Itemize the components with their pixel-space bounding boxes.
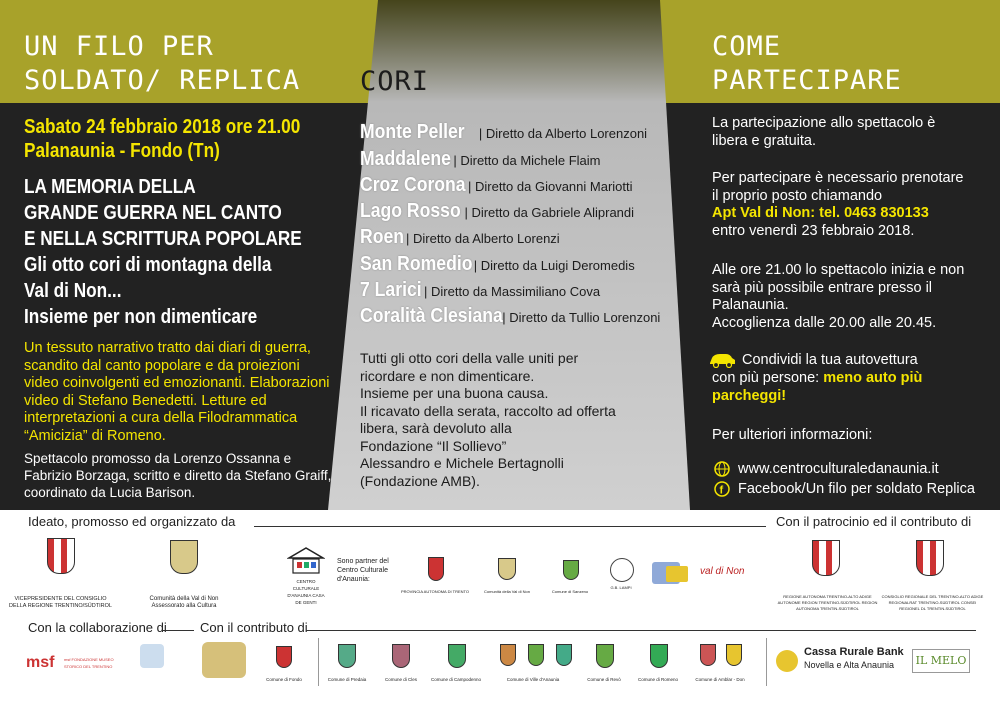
choir-row: [360, 200, 634, 226]
booking-phone: Apt Val di Non: tel. 0463 830133: [712, 205, 929, 221]
campodenno-logo: [448, 644, 466, 668]
car-icon: [707, 352, 737, 368]
fondo-logo: [276, 646, 292, 668]
logo-caption: Comunità della Val di Non Assessorato alla Cultura: [149, 596, 219, 609]
melo-logo: IL MELO: [912, 649, 970, 673]
msf-logo: msf: [26, 654, 55, 671]
event-location: Palanaunia - Fondo (Tn): [24, 140, 220, 162]
comunita-logo: [170, 540, 198, 574]
predaia-logo: [338, 644, 356, 668]
headline-4: Gli otto cori di montagna della: [24, 254, 272, 276]
choir-name: San Romedio: [360, 253, 473, 275]
ville-logo: [500, 644, 516, 666]
choirs-description: Tutti gli otto cori della valle uniti per ricordare e non dimenticare. Insieme per una buona causa. Il ricavato della serata, raccolto ad offerta libera, sarà devoluto alla Fondazione “Il Sollievo” Alessandro e Michele Bertagnolli (Fondazione AMB).: [360, 350, 616, 489]
lampi-logo: [610, 558, 634, 582]
carpool-line-1: Condividi la tua autovettura: [742, 352, 918, 368]
consiglio-logo: [916, 540, 944, 576]
choir-name: Roen: [360, 226, 404, 248]
cles-logo: [392, 644, 410, 668]
coat-of-arms-logo: [47, 538, 75, 574]
trento-logo: [428, 557, 444, 581]
patronage-label: Con il patrocinio ed il contributo di: [776, 514, 972, 529]
partner-logo: [666, 566, 688, 582]
logo-caption: PROVINCIA AUTONOMA DI TRENTO: [400, 589, 469, 594]
choir-name: Maddalene: [360, 148, 451, 170]
choir-row: [360, 305, 660, 331]
logo-caption: Comune di Ville d'Anaunia: [506, 677, 560, 682]
event-description: Un tessuto narrativo tratto dai diari di guerra, scandito dal canto popolare e da proiezioni video coinvolgenti ed emozionanti. Elaborazioni video di Stefano Benedetti. Letture ed interpretazioni a cura della Filodrammatica “Amicizia” di Romeno.: [24, 340, 330, 444]
logo-caption: Comune di Fondo: [266, 677, 302, 682]
bank-logo: [776, 650, 798, 672]
choir-name: Monte Peller: [360, 121, 465, 143]
headline-2: GRANDE GUERRA NEL CANTO: [24, 202, 282, 224]
centro-culturale-logo: [287, 546, 325, 576]
divider: [254, 526, 766, 527]
revo-logo: [596, 644, 614, 668]
choir-director: | Diretto da Tullio Lorenzoni: [502, 310, 661, 325]
event-credits: Spettacolo promosso da Lorenzo Ossanna e Fabrizio Borzaga, scritto e diretto da Stefano Graiff, coordinato da Lucia Barison.: [24, 451, 332, 500]
choir-director: | Diretto da Luigi Deromedis: [473, 258, 635, 273]
participation-free: La partecipazione allo spettacolo è libera e gratuita.: [712, 115, 936, 149]
collaboration-label: Con la collaborazione di: [28, 620, 167, 635]
logo-caption: Comune di Amblar - Don: [695, 677, 745, 682]
choir-director: | Diretto da Gabriele Aliprandi: [464, 205, 635, 220]
event-title: UN FILO PER SOLDATO/ REPLICA: [24, 31, 301, 96]
choir-name: Coralità Clesiana: [360, 305, 503, 327]
organized-by-label: Ideato, promosso ed organizzato da: [28, 514, 236, 529]
more-info: Per ulteriori informazioni:: [712, 427, 873, 443]
choir-director: | Diretto da Massimiliano Cova: [424, 284, 601, 299]
choir-director: | Diretto da Alberto Lorenzoni: [478, 126, 648, 141]
choir-row: [360, 253, 635, 279]
choir-director: | Diretto da Giovanni Mariotti: [468, 179, 633, 194]
choir-name: 7 Larici: [360, 279, 422, 301]
choir-name: Lago Rosso: [360, 200, 461, 222]
facebook-icon: [714, 481, 730, 497]
divider: [162, 630, 194, 631]
partner-caption: Sono partner del Centro Culturale d'Anaunia:: [337, 558, 389, 583]
logo-caption: CENTRO CULTURALE D'ANAUNIA CASA DE GENTI: [287, 579, 325, 605]
amblar-logo: [700, 644, 716, 666]
logo-caption: Comune di Cles: [384, 677, 417, 682]
logo-caption: msf FONDAZIONE MUSEO STORICO DEL TRENTINO: [64, 657, 114, 669]
carpool-highlight: meno auto più parcheggi!: [712, 370, 923, 404]
logo-caption: Comunità della Val di Non: [484, 589, 530, 594]
participate-title: COME PARTECIPARE: [712, 31, 902, 96]
choir-row: [360, 174, 633, 200]
choir-row: [360, 226, 560, 252]
headline-1: LA MEMORIA DELLA: [24, 176, 196, 198]
logo-caption: Comune di Romeno: [637, 677, 679, 682]
globe-icon: [714, 461, 730, 477]
booking-info: Per partecipare è necessario prenotare il proprio posto chiamando Apt Val di Non: tel. 0463 830133 entro venerdì 23 febbraio 2018.: [712, 170, 972, 240]
sanzeno-logo: [563, 560, 579, 580]
choir-director: | Diretto da Michele Flaim: [453, 153, 601, 168]
bank-subtitle: Novella e Alta Anaunia: [804, 660, 895, 670]
divider: [318, 638, 319, 686]
choirs-title: CORI: [360, 66, 430, 97]
event-date: Sabato 24 febbraio 2018 ore 21.00: [24, 116, 301, 138]
logo-caption: VICEPRESIDENTE DEL CONSIGLIO DELLA REGIONE TRENTINO/SÜDTIROL: [9, 596, 112, 609]
bank-name: Cassa Rurale Bank: [804, 646, 904, 658]
don-logo: [726, 644, 742, 666]
svg-text:f: f: [719, 484, 724, 497]
headline-5: Val di Non...: [24, 280, 122, 302]
partner-logo: [140, 644, 164, 668]
valdinon-logo: val di Non: [700, 566, 745, 577]
website-link[interactable]: www.centroculturaledanaunia.it: [738, 461, 939, 477]
logo-caption: Comune di Revò: [587, 677, 621, 682]
divider: [306, 630, 976, 631]
logo-caption: CONSIGLIO REGIONALE DEL TRENTINO-ALTO ADIGE REGIONALRAT TRENTINO-SÜDTIROL CONSEI REGIONEL DL TRENTIN-SÜDTIROL: [881, 594, 984, 611]
contribution-label: Con il contributo di: [200, 620, 308, 635]
choir-row: [360, 148, 601, 174]
headline-6: Insieme per non dimenticare: [24, 306, 258, 328]
choir-row: [360, 279, 600, 305]
headline-3: E NELLA SCRITTURA POPOLARE: [24, 228, 302, 250]
carpool-info: con più persone: meno auto più parcheggi!: [712, 370, 923, 404]
romeno-logo: [650, 644, 668, 668]
comunita-small-logo: [498, 558, 516, 580]
facebook-link[interactable]: Facebook/Un filo per soldato Replica: [738, 481, 975, 497]
logo-caption: Comune di Campodenno: [430, 677, 482, 682]
ville-logo: [528, 644, 544, 666]
bim-map-logo: [202, 642, 246, 678]
logo-caption: G.B. LAMPI: [610, 585, 632, 590]
choir-row: [360, 121, 647, 147]
ville-logo: [556, 644, 572, 666]
choir-director: | Diretto da Alberto Lorenzi: [406, 231, 560, 246]
start-time-info: Alle ore 21.00 lo spettacolo inizia e non sarà più possibile entrare presso il Palanaunia. Accoglienza dalle 20.00 alle 20.45.: [712, 262, 965, 331]
logo-caption: Comune di Sanzeno: [551, 589, 589, 594]
logo-caption: REGIONE AUTONOMA TRENTINO-ALTO ADIGE AUTONOME REGION TRENTINO-SÜDTIROL REGION AUTONOMA TRENTIN-SÜDTIROL: [777, 594, 878, 611]
choir-name: Croz Corona: [360, 174, 466, 196]
divider: [766, 638, 767, 686]
regione-logo: [812, 540, 840, 576]
logo-caption: Comune di Predaia: [327, 677, 367, 682]
